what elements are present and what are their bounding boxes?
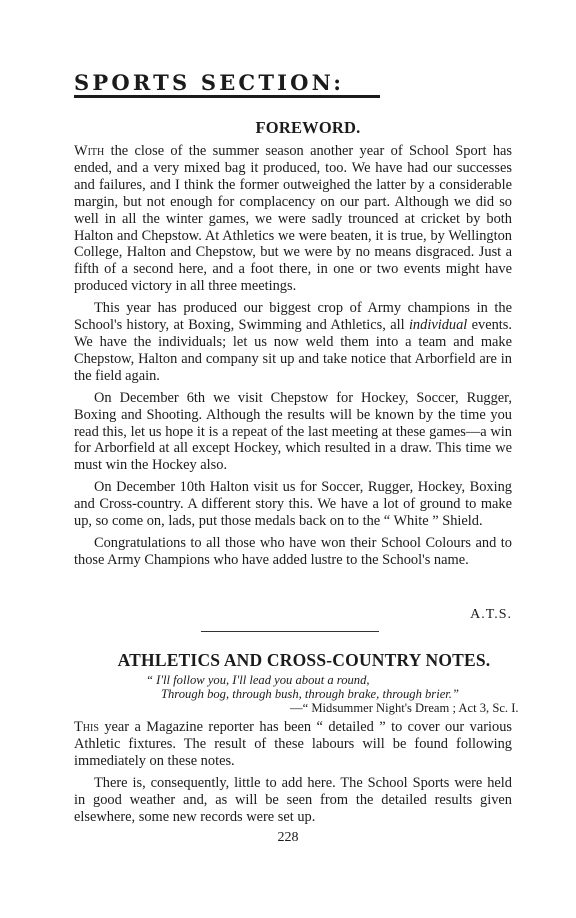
epigraph-line-2: Through bog, through bush, through brake, through brier.” bbox=[161, 687, 459, 701]
section-divider bbox=[201, 631, 379, 632]
foreword-lead-word: With bbox=[74, 143, 105, 159]
foreword-paragraph-1 bbox=[74, 143, 512, 295]
foreword-paragraph-2-text-a: This year has produced our biggest crop of Army champions in the School's history, at Boxing, Swimming and Athletics, all bbox=[74, 300, 512, 334]
athletics-paragraph-2: There is, consequently, little to add here. The School Sports were held in good weather and, as will be seen from the detailed results given elsewhere, some new records were set up. bbox=[74, 774, 512, 825]
foreword-paragraph-2 bbox=[74, 300, 512, 385]
athletics-heading: ATHLETICS AND CROSS-COUNTRY NOTES. bbox=[117, 650, 491, 670]
athletics-lead-word: This bbox=[74, 719, 99, 735]
epigraph-attribution: —“ Midsummer Night's Dream ; Act 3, Sc. I. bbox=[290, 701, 519, 715]
section-title bbox=[74, 68, 374, 98]
foreword-signature: A.T.S. bbox=[470, 607, 512, 622]
section-title-underline bbox=[74, 95, 380, 98]
foreword-paragraph-3: On December 6th we visit Chepstow for Hockey, Soccer, Rugger, Boxing and Shooting. Although the results will be known by the time you read this, let us hope it is a repeat of the last meeting at these games—a win for Arborfield at all except Hockey, which resulted in a draw. This time we must win the Hockey also. bbox=[74, 389, 512, 474]
section-title-text: SPORTS SECTION: bbox=[74, 70, 345, 95]
foreword-paragraph-5: Congratulations to all those who have won their School Colours and to those Army Champions who have added lustre to the School's name. bbox=[74, 534, 512, 568]
athletics-paragraph-1 bbox=[74, 719, 512, 770]
page-number: 228 bbox=[277, 830, 299, 845]
foreword-paragraph-1-text: the close of the summer season another year of School Sport has ended, and a very mixed bag it produced, too. We have had our successes and failures, and I think the former outweighed the latter by a considerable margin, but not enough for complacency on our part. Although we did so well in all the winter games, we were sadly trounced at cricket by both Halton and Chepstow. At Athletics we were beaten, it is true, by Wellington College, Halton and Chepstow, but we were by no means disgraced. Just a fifth of a second here, and a foot there, in one or two events might have produced victory in all three meetings. bbox=[74, 143, 512, 295]
foreword-body bbox=[74, 143, 512, 569]
athletics-body bbox=[74, 719, 512, 825]
epigraph-line-1: “ I'll follow you, I'll lead you about a round, bbox=[146, 673, 370, 687]
foreword-heading: FOREWORD. bbox=[255, 118, 361, 137]
foreword-paragraph-2-emphasis: individual bbox=[408, 317, 468, 334]
foreword-paragraph-4: On December 10th Halton visit us for Soccer, Rugger, Hockey, Boxing and Cross-country. A different story this. We have a lot of ground to make up, so come on, lads, put those medals back on to the “ White ” Shield. bbox=[74, 479, 512, 530]
foreword-paragraph-2-text-b: events. We have the individuals; let us now weld them into a team and make Chepstow, Halton and company sit up and take notice that Arborfield are in the field again. bbox=[74, 317, 512, 384]
athletics-paragraph-1-text: year a Magazine reporter has been “ detailed ” to cover our various Athletic fixtures. The result of these labours will be found following immediately on these notes. bbox=[74, 719, 512, 769]
